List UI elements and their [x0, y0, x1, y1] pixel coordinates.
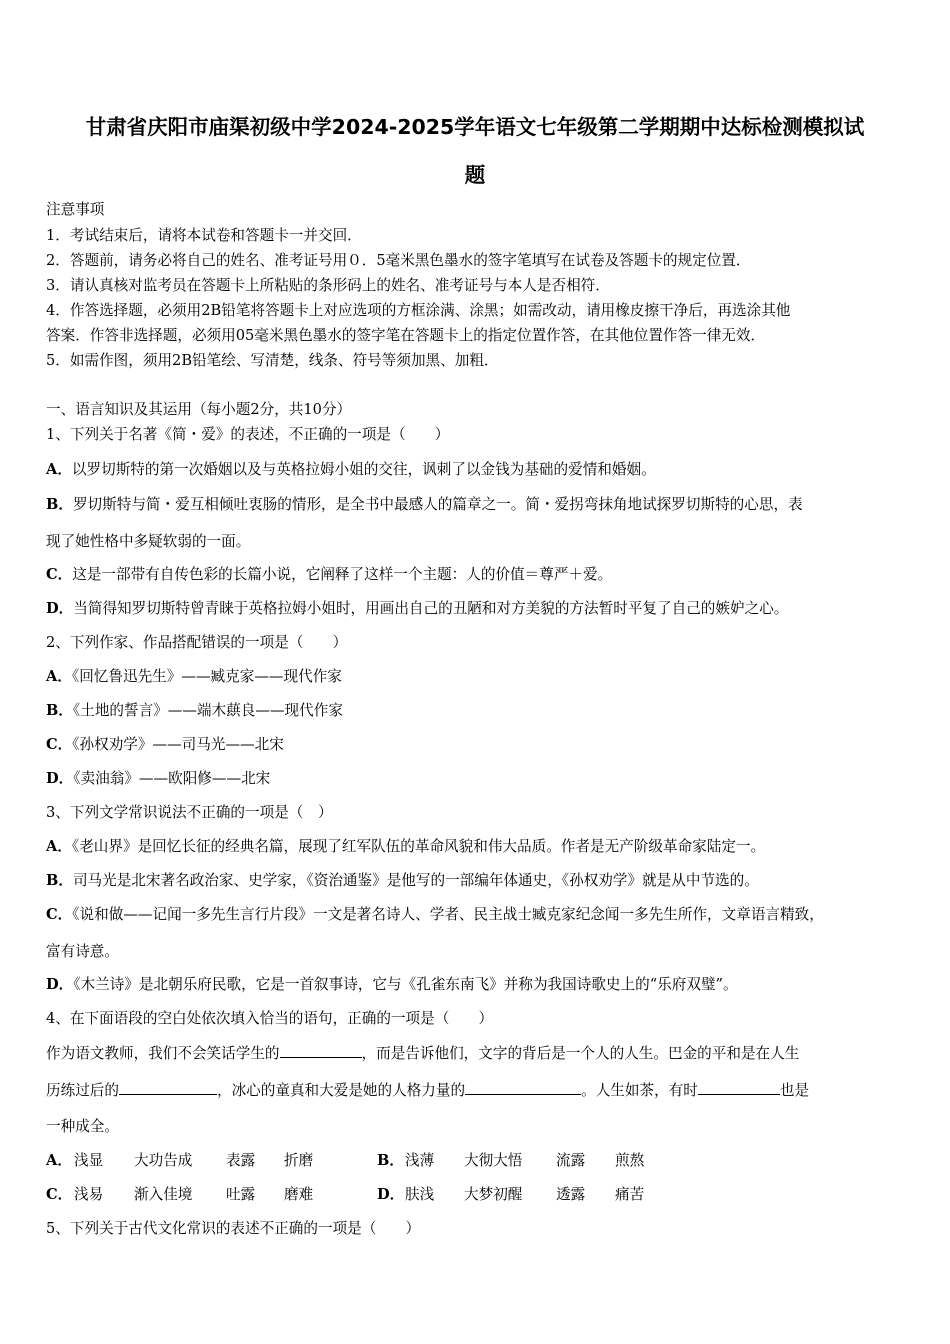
option-letter: C． — [46, 566, 73, 583]
passage-text: 作为语文教师，我们不会笑话学生的 — [46, 1045, 280, 1062]
q2-option-a — [46, 667, 342, 687]
passage-text: ，冰心的童真和大爱是她的人格力量的 — [216, 1082, 466, 1099]
option-word: 吐露 — [226, 1186, 256, 1203]
option-letter: A． — [46, 461, 72, 478]
exam-title-line2: 题 — [464, 163, 486, 187]
notice-heading: 注意事项 — [46, 201, 105, 218]
notice-item: 答案．作答非选择题，必须用05毫米黑色墨水的签字笔在答题卡上的指定位置作答，在其他位置作答一律无效． — [46, 327, 766, 344]
option-word: 痛苦 — [615, 1186, 645, 1203]
q1-option-a — [46, 460, 656, 480]
notice-item: 2．答题前，请务必将自己的姓名、准考证号用０．5毫米黑色墨水的签字笔填写在试卷及答题卡的规定位置． — [46, 252, 751, 269]
passage-text: 历练过后的 — [46, 1082, 119, 1099]
q3-option-b — [46, 871, 759, 891]
q4-options-row-1 — [46, 1151, 906, 1171]
blank-2 — [119, 1080, 217, 1095]
option-letter: B． — [46, 872, 73, 889]
option-word: 透露 — [556, 1186, 586, 1203]
option-word: 浅薄 — [405, 1152, 435, 1169]
option-letter: C． — [46, 906, 73, 923]
option-text: 《回忆鲁迅先生》——臧克家——现代作家 — [71, 668, 342, 685]
option-letter: D． — [46, 770, 74, 787]
option-text: 《老山界》是回忆长征的经典名篇，展现了红军队伍的革命风貌和伟大品质。作者是无产阶级革命家陆定一。 — [71, 838, 766, 855]
option-letter: B． — [46, 702, 73, 719]
blank-1 — [280, 1043, 362, 1058]
option-word: 大功告成 — [134, 1152, 193, 1169]
question-4-stem: 4、在下面语段的空白处依次填入恰当的语句，正确的一项是（ ） — [46, 1010, 494, 1027]
option-word: 肤浅 — [405, 1186, 435, 1203]
q4-passage-line1 — [46, 1043, 799, 1064]
option-word: 表露 — [226, 1152, 256, 1169]
q4-passage-line2 — [46, 1080, 809, 1101]
option-word: 折磨 — [284, 1152, 314, 1169]
option-text: 《孙权劝学》——司马光——北宋 — [72, 736, 284, 753]
option-text: 罗切斯特与简・爱互相倾吐衷肠的情形，是全书中最感人的篇章之一。简・爱拐弯抹角地试探罗切斯特的心思，表 — [72, 496, 803, 513]
q1-option-b-cont: 现了她性格中多疑软弱的一面。 — [46, 533, 251, 550]
option-word: 流露 — [556, 1152, 586, 1169]
option-text: 《卖油翁》——欧阳修——北宋 — [73, 770, 271, 787]
notice-item: 1．考试结束后，请将本试卷和答题卡一并交回． — [46, 227, 362, 244]
option-text: 这是一部带有自传色彩的长篇小说，它阐释了这样一个主题：人的价值＝尊严＋爱。 — [72, 566, 613, 583]
q2-option-b — [46, 701, 343, 721]
q3-option-c — [46, 905, 824, 925]
passage-text: ，而是告诉他们，文字的背后是一个人的人生。巴金的平和是在人生 — [361, 1045, 800, 1062]
option-letter: A． — [46, 668, 72, 685]
q3-option-a — [46, 837, 765, 857]
q4-passage-line3: 一种成全。 — [46, 1118, 119, 1135]
option-letter: B． — [46, 496, 73, 513]
option-word: 渐入佳境 — [134, 1186, 193, 1203]
option-text: 当简得知罗切斯特曾青睐于英格拉姆小姐时，用画出自己的丑陋和对方美貌的方法暂时平复了自己的嫉妒之心。 — [73, 600, 789, 617]
option-word: 大梦初醒 — [464, 1186, 523, 1203]
option-text: 以罗切斯特的第一次婚姻以及与英格拉姆小姐的交往，讽刺了以金钱为基础的爱情和婚姻。 — [71, 461, 656, 478]
q4-options-row-2 — [46, 1185, 906, 1205]
option-text: 《土地的誓言》——端木蕻良——现代作家 — [72, 702, 343, 719]
option-letter: A． — [46, 1152, 72, 1169]
option-letter: D． — [377, 1186, 405, 1203]
section-heading: 一、语言知识及其运用（每小题2分，共10分） — [46, 401, 352, 418]
q2-option-d — [46, 769, 270, 789]
option-word: 磨难 — [284, 1186, 314, 1203]
notice-item: 3．请认真核对监考员在答题卡上所粘贴的条形码上的姓名、准考证号与本人是否相符． — [46, 277, 610, 294]
blank-3 — [465, 1080, 581, 1095]
option-word: 浅易 — [74, 1186, 104, 1203]
passage-text: 也是 — [779, 1082, 810, 1099]
question-3-stem: 3、下列文学常识说法不正确的一项是（ ） — [46, 804, 333, 821]
option-text: 《木兰诗》是北朝乐府民歌，它是一首叙事诗，它与《孔雀东南飞》并称为我国诗歌史上的“乐府双璧”。 — [73, 976, 738, 993]
option-letter: D． — [46, 600, 74, 617]
option-word: 煎熬 — [615, 1152, 645, 1169]
q3-option-c-cont: 富有诗意。 — [46, 943, 119, 960]
q3-option-d — [46, 975, 738, 995]
option-letter: B． — [377, 1152, 404, 1169]
question-1-stem: 1、下列关于名著《简・爱》的表述，不正确的一项是（ ） — [46, 426, 450, 443]
option-letter: C． — [46, 736, 73, 753]
option-text: 司马光是北宋著名政治家、史学家，《资治通鉴》是他写的一部编年体通史，《孙权劝学》就是从中节选的。 — [72, 872, 759, 889]
q1-option-c — [46, 565, 612, 585]
q2-option-c — [46, 735, 284, 755]
exam-title-line1: 甘肃省庆阳市庙渠初级中学2024-2025学年语文七年级第二学期期中达标检测模拟试 — [85, 115, 865, 139]
option-letter: A． — [46, 838, 72, 855]
passage-text: 。人生如茶，有时 — [581, 1082, 698, 1099]
q1-option-d — [46, 599, 788, 619]
option-letter: D． — [46, 976, 74, 993]
q1-option-b — [46, 495, 803, 515]
option-text: 《说和做——记闻一多先生言行片段》一文是著名诗人、学者、民主战士臧克家纪念闻一多先生所作，文章语言精致， — [72, 906, 824, 923]
option-word: 浅显 — [74, 1152, 104, 1169]
option-letter: C． — [46, 1186, 73, 1203]
option-word: 大彻大悟 — [464, 1152, 523, 1169]
question-2-stem: 2、下列作家、作品搭配错误的一项是（ ） — [46, 634, 348, 651]
notice-item: 5．如需作图，须用2B铅笔绘、写清楚，线条、符号等须加黑、加粗． — [46, 352, 499, 369]
notice-item: 4．作答选择题，必须用2B铅笔将答题卡上对应选项的方框涂满、涂黑；如需改动，请用橡皮擦干净后，再选涂其他 — [46, 302, 791, 319]
blank-4 — [698, 1080, 780, 1095]
question-5-stem: 5、下列关于古代文化常识的表述不正确的一项是（ ） — [46, 1220, 421, 1237]
